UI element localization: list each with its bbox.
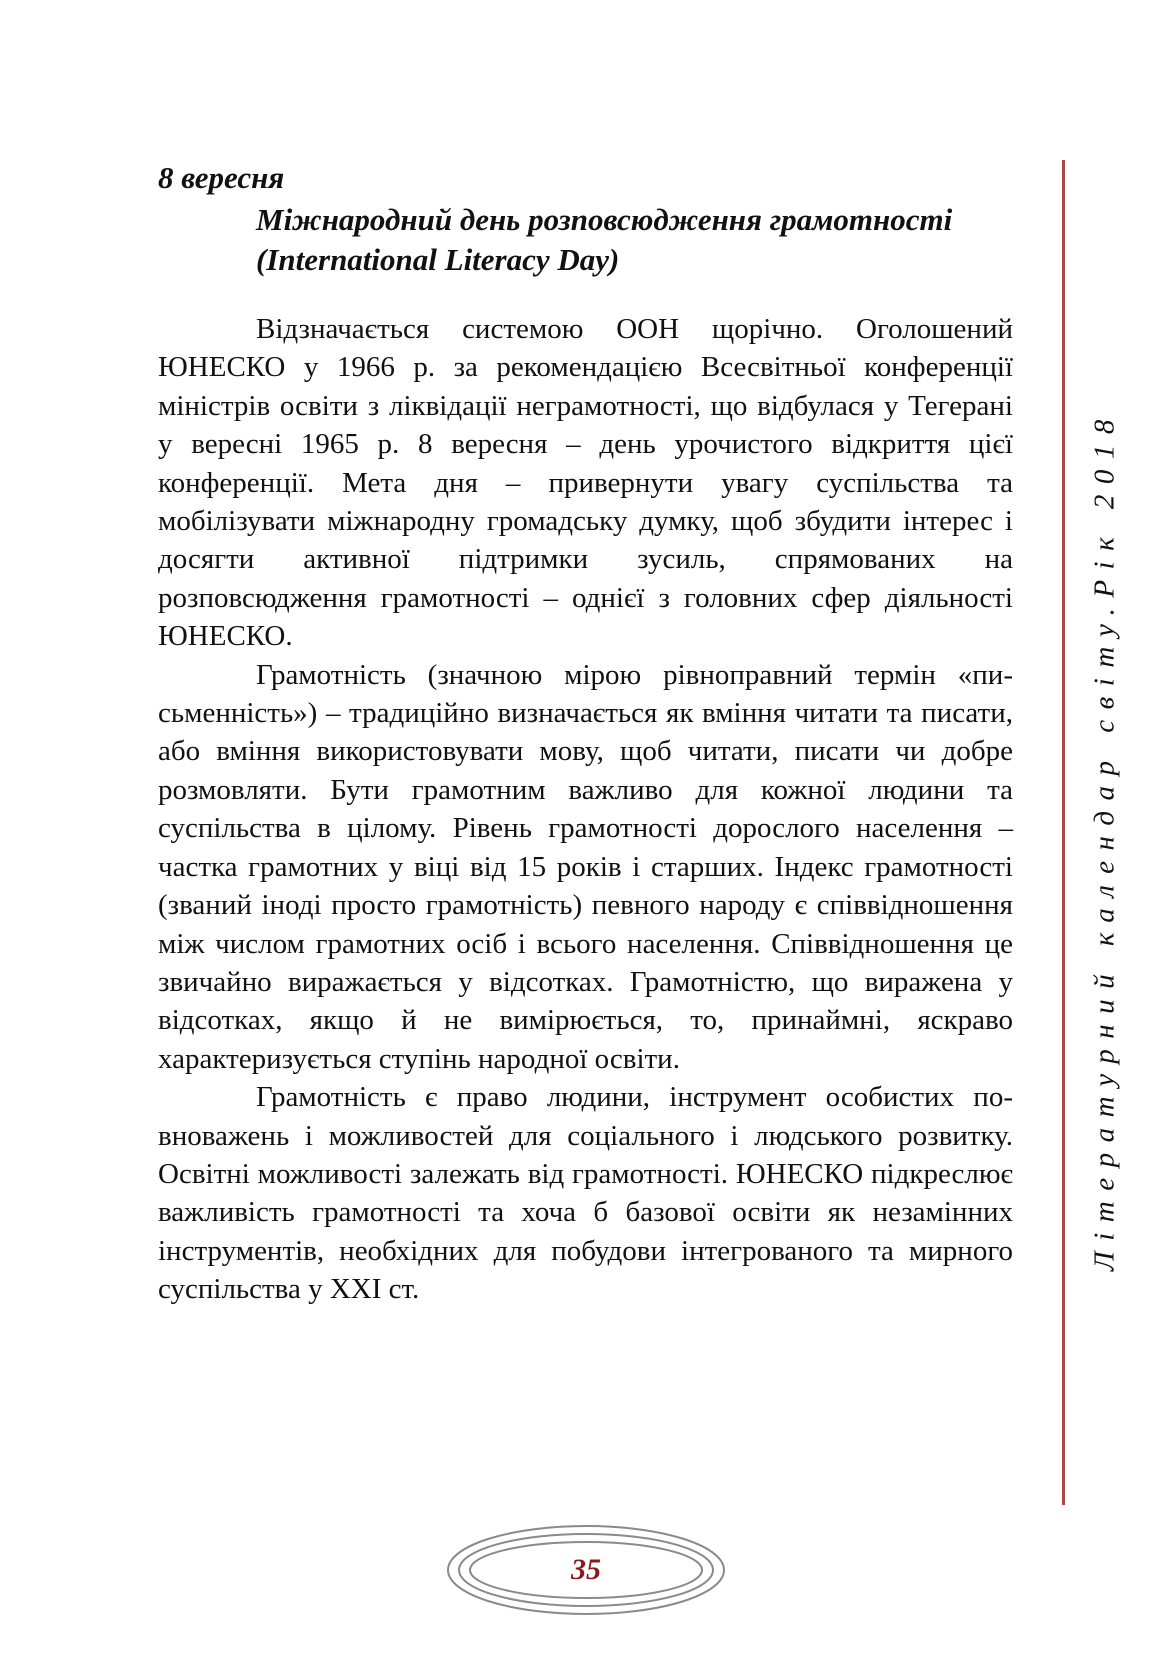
event-title — [256, 200, 1016, 280]
event-title-line2: (International Literacy Day) — [256, 242, 620, 277]
article-body — [158, 310, 1013, 1309]
page-number-badge — [445, 1522, 727, 1618]
event-title-line1: Міжнародний день розповсюдження грамотності — [256, 202, 953, 237]
running-title-vertical: Літературний календар світу.Рік 2018 — [1088, 409, 1121, 1271]
page-number: 35 — [571, 1553, 601, 1586]
paragraph-1: Відзначається системою ООН щорічно. Оголошений ЮНЕСКО у 1966 р. за рекомендацією Всесвітньої конференції міністрів освіти з ліквідації неграмотності, що відбулася у Тегерані у вересні 1965 р. 8 вересня – день урочистого відкриття цієї конференції. Мета дня – привернути увагу суспільства та мобілізувати міжнародну громадську думку, щоб збудити інтерес і досягти активної підтримки зусиль, спрямованих на розповсюдження грамотності – однієї з головних сфер діяльності ЮНЕСКО. — [158, 313, 1013, 653]
date-heading: 8 вересня — [158, 160, 285, 195]
side-divider — [1062, 160, 1065, 1505]
paragraph-2: Грамотність (значною мірою рівноправний термін «письменність») – традиційно визначається як вміння читати та писати, або вміння використовувати мову, щоб читати, писати чи добре розмовляти. Бути грамотним важливо для кожної людини та суспільства в цілому. Рівень грамотності дорослого населення – частка грамотних у віці від 15 років і старших. Індекс грамотності (званий іноді просто грамотність) певного народу є співвідношення між числом грамотних осіб і всього населення. Співвідношення це звичайно виражається у відсотках. Грамотністю, що виражена у відсотках, якщо й не вимірюється, то, принаймні, яскраво характеризується ступінь народної освіти. — [158, 658, 1013, 1075]
paragraph-3: Грамотність є право людини, інструмент особистих повноважень і можливостей для соціального і людського розвитку. Освітні можливості залежать від грамотності. ЮНЕСКО підкреслює важливість грамотності та хоча б базової освіти як незамінних інструментів, необхідних для побудови інтегрованого та мирного суспільства у XXI ст. — [158, 1081, 1013, 1306]
